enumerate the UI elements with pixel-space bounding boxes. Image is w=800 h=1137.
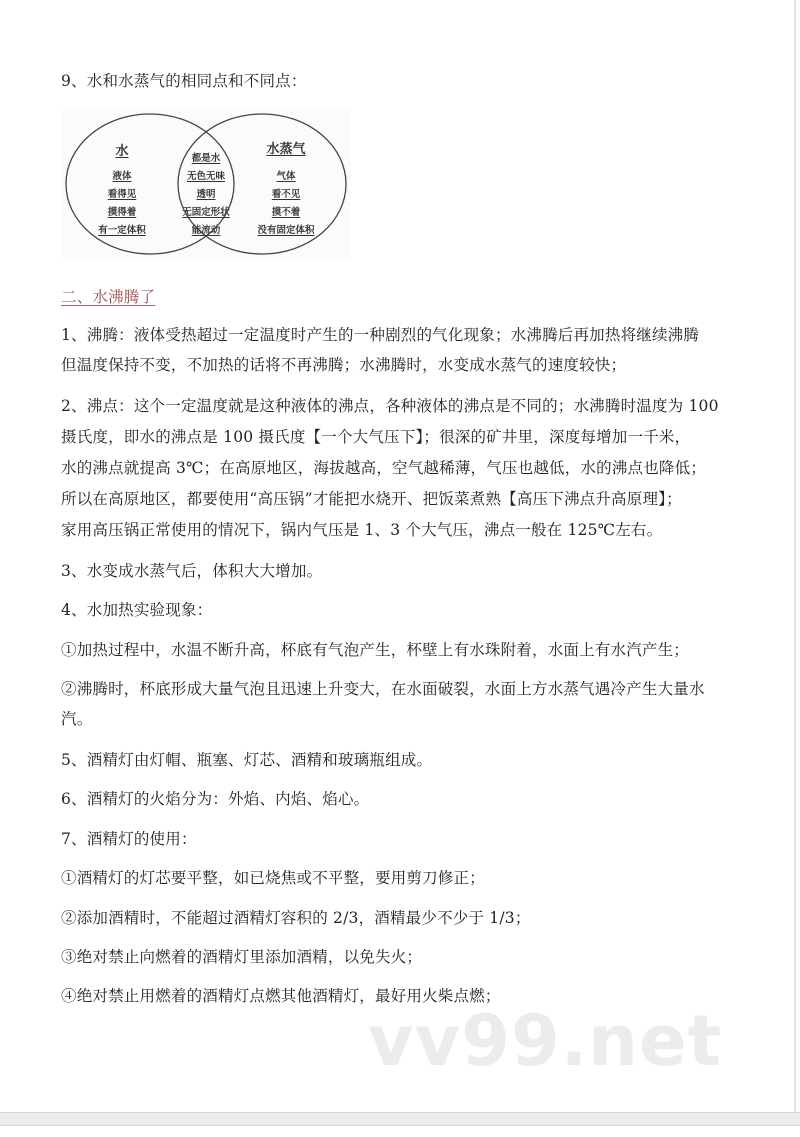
section-heading-boiling: 二、水沸腾了 [61, 288, 156, 306]
venn-diagram-water-vs-steam [62, 108, 350, 260]
venn-right-item: 看不见 [271, 189, 301, 200]
paragraph-7-step-1: ①酒精灯的灯芯要平整，如已烧焦或不平整，要用剪刀修正； [61, 869, 485, 887]
venn-left-item: 摸得着 [107, 207, 137, 218]
venn-center-item: 透明 [196, 189, 216, 200]
paragraph-7-step-3: ③绝对禁止向燃着的酒精灯里添加酒精，以免失火； [61, 948, 423, 966]
watermark-text: vv99.net [368, 1000, 723, 1082]
paragraph-1-line-2: 但温度保持不变，不加热的话将不再沸腾；水沸腾时，水变成水蒸气的速度较快； [61, 356, 627, 374]
venn-left-item: 有一定体积 [98, 225, 146, 236]
paragraph-5: 5、酒精灯由灯帽、瓶塞、灯芯、酒精和玻璃瓶组成。 [61, 751, 433, 769]
paragraph-4-step-1: ①加热过程中，水温不断升高，杯底有气泡产生，杯壁上有水珠附着，水面上有水汽产生； [61, 641, 690, 659]
venn-circles-icon [62, 108, 350, 260]
paragraph-4-step-2-line-1: ②沸腾时，杯底形成大量气泡且迅速上升变大，在水面破裂，水面上方水蒸气遇冷产生大量水 [61, 680, 705, 698]
paragraph-7-step-4: ④绝对禁止用燃着的酒精灯点燃其他酒精灯，最好用火柴点燃； [61, 987, 501, 1005]
venn-right-item: 摸不着 [271, 207, 301, 218]
venn-center-item: 无固定形状 [182, 207, 230, 218]
paragraph-6: 6、酒精灯的火焰分为：外焰、内焰、焰心。 [61, 790, 370, 808]
page-bottom-separator [0, 1112, 800, 1126]
venn-center-item: 能流动 [191, 225, 221, 236]
page-right-edge [794, 0, 796, 1112]
paragraph-1-line-1: 1、沸腾：液体受热超过一定温度时产生的一种剧烈的气化现象；水沸腾后再加热将继续沸腾 [61, 326, 700, 344]
venn-center-item: 无色无味 [186, 171, 226, 182]
paragraph-2-line-1: 2、沸点：这个一定温度就是这种液体的沸点，各种液体的沸点是不同的；水沸腾时温度为 100 [61, 397, 719, 415]
venn-left-item: 看得见 [107, 189, 137, 200]
venn-center-item: 都是水 [191, 153, 221, 164]
venn-right-item: 气体 [276, 171, 296, 182]
paragraph-7-step-2: ②添加酒精时，不能超过酒精灯容积的 2/3，酒精最少不少于 1/3； [61, 909, 531, 927]
paragraph-4-step-2-line-2: 汽。 [61, 710, 93, 728]
paragraph-2-line-2: 摄氏度，即水的沸点是 100 摄氏度【一个大气压下】；很深的矿井里，深度每增加一千米， [61, 428, 691, 446]
paragraph-4: 4、水加热实验现象： [61, 601, 213, 619]
paragraph-2-line-5: 家用高压锅正常使用的情况下，锅内气压是 1、3 个大气压，沸点一般在 125℃左右。 [61, 521, 663, 539]
venn-left-item: 液体 [112, 171, 132, 182]
venn-right-title: 水蒸气 [266, 142, 306, 157]
venn-left-title: 水 [115, 144, 129, 159]
item-9-title: 9、水和水蒸气的相同点和不同点： [61, 72, 307, 90]
paragraph-7: 7、酒精灯的使用： [61, 830, 197, 848]
paragraph-2-line-3: 水的沸点就提高 3℃；在高原地区，海拔越高，空气越稀薄，气压也越低，水的沸点也降低； [61, 459, 707, 477]
venn-right-item: 没有固定体积 [257, 225, 315, 236]
paragraph-2-line-4: 所以在高原地区，都要使用“高压锅”才能把水烧开、把饭菜煮熟【高压下沸点升高原理】； [61, 490, 682, 508]
paragraph-3: 3、水变成水蒸气后，体积大大增加。 [61, 562, 323, 580]
